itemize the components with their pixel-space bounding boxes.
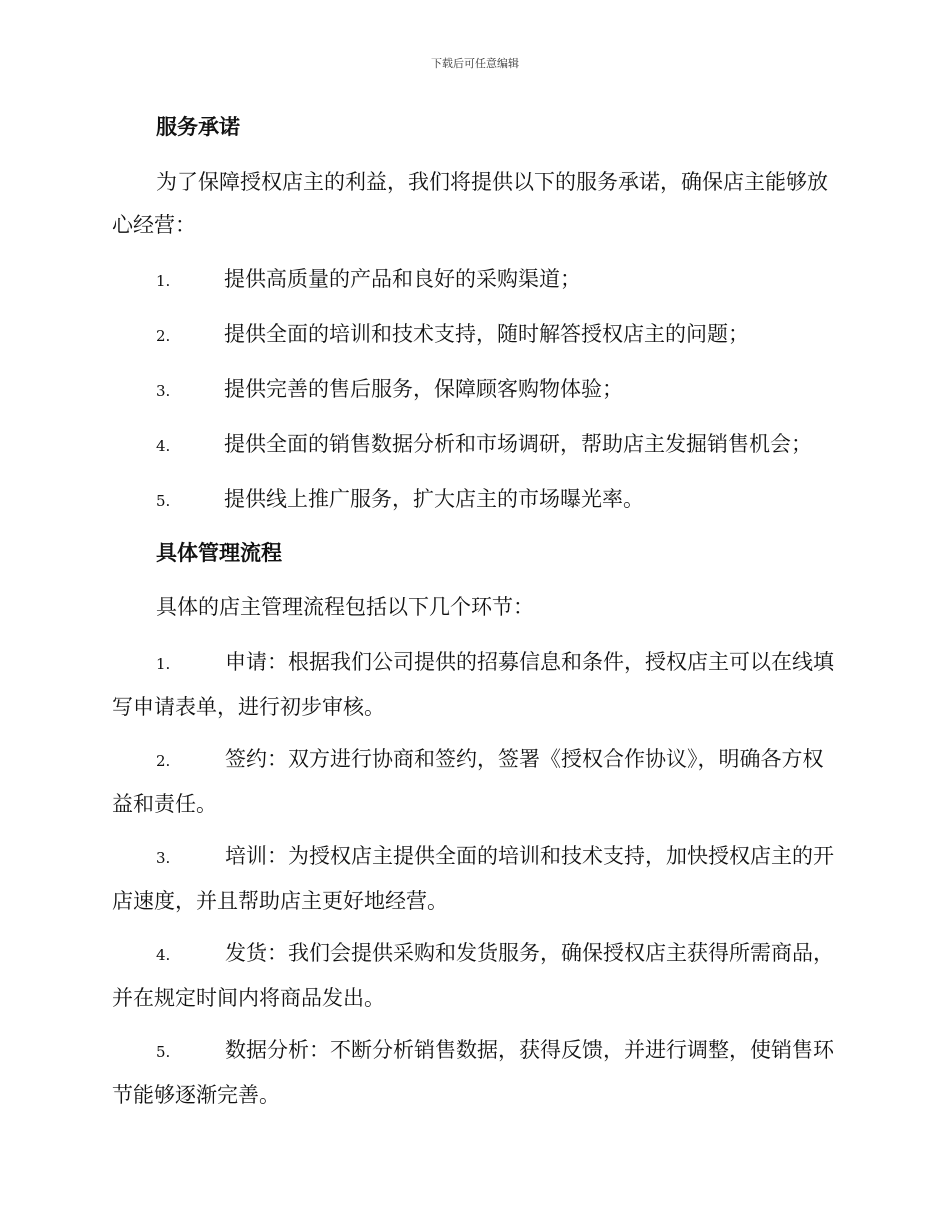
- numbered-paragraph: [112, 738, 837, 826]
- list-item: [156, 374, 623, 406]
- paragraph-text: 申请：根据我们公司提供的招募信息和条件，授权店主可以在线填写申请表单，进行初步审核。: [112, 650, 834, 719]
- section-heading-management-process: 具体管理流程: [156, 540, 282, 565]
- list-item: [156, 264, 581, 296]
- list-item-number: 4.: [156, 437, 171, 455]
- numbered-paragraph: [112, 835, 837, 923]
- list-item-text: 提供全面的销售数据分析和市场调研，帮助店主发掘销售机会；: [224, 432, 812, 456]
- paragraph-text: 签约：双方进行协商和签约，签署《授权合作协议》，明确各方权益和责任。: [112, 747, 824, 816]
- list-item-text: 提供线上推广服务，扩大店主的市场曝光率。: [224, 487, 644, 511]
- section-intro-paragraph: [112, 161, 837, 247]
- list-item-text: 提供全面的培训和技术支持，随时解答授权店主的问题；: [224, 322, 749, 346]
- list-item-number: 2.: [156, 327, 171, 345]
- paragraph-text: 发货：我们会提供采购和发货服务，确保授权店主获得所需商品，并在规定时间内将商品发出。: [112, 941, 834, 1010]
- intro-text: 具体的店主管理流程包括以下几个环节：: [156, 595, 534, 619]
- page-header-note: 下载后可任意编辑: [431, 57, 519, 70]
- paragraph-number: 5.: [156, 1043, 171, 1061]
- paragraph-number: 4.: [156, 946, 171, 964]
- numbered-paragraph: [112, 932, 837, 1020]
- list-item: [156, 484, 644, 516]
- paragraph-number: 2.: [156, 752, 171, 770]
- paragraph-text: 培训：为授权店主提供全面的培训和技术支持，加快授权店主的开店速度，并且帮助店主更好地经营。: [112, 844, 834, 913]
- list-item: [156, 319, 749, 351]
- list-item-number: 1.: [156, 272, 171, 290]
- list-item-text: 提供完善的售后服务，保障顾客购物体验；: [224, 377, 623, 401]
- section-intro-paragraph: [112, 586, 837, 629]
- list-item-text: 提供高质量的产品和良好的采购渠道；: [224, 267, 581, 291]
- paragraph-number: 3.: [156, 849, 171, 867]
- list-item-number: 5.: [156, 492, 171, 510]
- numbered-paragraph: [112, 641, 837, 729]
- numbered-paragraph: [112, 1029, 837, 1117]
- paragraph-text: 数据分析：不断分析销售数据，获得反馈，并进行调整，使销售环节能够逐渐完善。: [112, 1038, 834, 1107]
- intro-text: 为了保障授权店主的利益，我们将提供以下的服务承诺，确保店主能够放心经营：: [112, 170, 828, 237]
- section-heading-service-commitment: 服务承诺: [156, 114, 240, 139]
- list-item-number: 3.: [156, 382, 171, 400]
- paragraph-number: 1.: [156, 655, 171, 673]
- list-item: [156, 429, 812, 461]
